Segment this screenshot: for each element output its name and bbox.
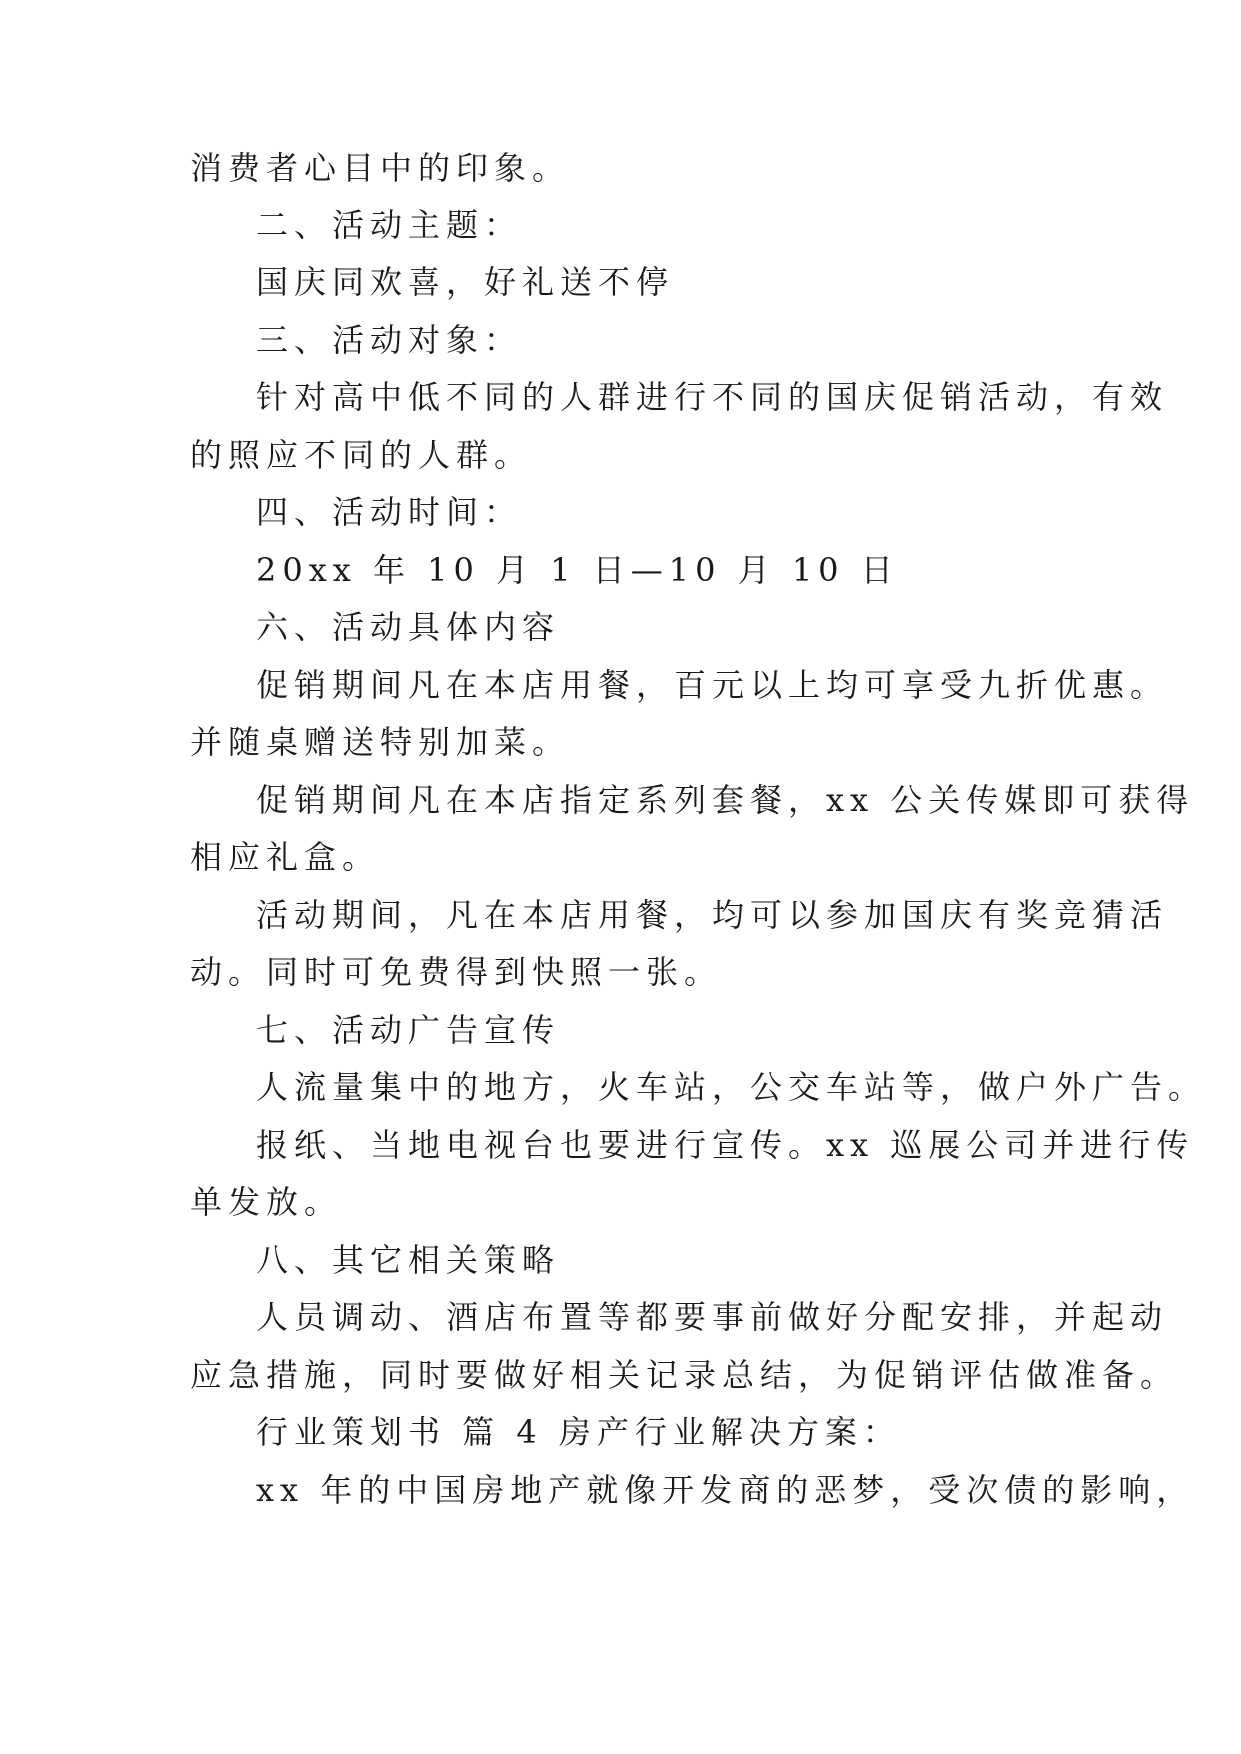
paragraph-line: 应急措施，同时要做好相关记录总结，为促销评估做准备。	[190, 1356, 1179, 1394]
paragraph-line: 人流量集中的地方，火车站，公交车站等，做户外广告。	[256, 1068, 1207, 1106]
paragraph-line: xx 年的中国房地产就像开发商的恶梦，受次债的影响，	[256, 1471, 1195, 1509]
paragraph-line: 人员调动、酒店布置等都要事前做好分配安排，并起动	[256, 1298, 1169, 1336]
paragraph-line: 促销期间凡在本店指定系列套餐，xx 公关传媒即可获得	[256, 781, 1195, 819]
paragraph-line: 报纸、当地电视台也要进行宣传。xx 巡展公司并进行传	[256, 1126, 1195, 1164]
paragraph-line: 国庆同欢喜，好礼送不停	[256, 263, 675, 301]
paragraph-line: 并随桌赠送特别加菜。	[190, 723, 571, 761]
chapter-heading: 行业策划书 篇 4 房产行业解决方案：	[256, 1413, 901, 1451]
section-heading: 八、其它相关策略	[256, 1241, 561, 1279]
paragraph-line: 消费者心目中的印象。	[190, 149, 571, 187]
paragraph-line: 20xx 年 10 月 1 日—10 月 10 日	[256, 551, 899, 589]
paragraph-line: 促销期间凡在本店用餐，百元以上均可享受九折优惠。	[256, 666, 1169, 704]
paragraph-line: 单发放。	[190, 1183, 343, 1221]
section-heading: 三、活动对象：	[256, 321, 523, 359]
paragraph-line: 针对高中低不同的人群进行不同的国庆促销活动，有效	[256, 378, 1169, 416]
section-heading: 四、活动时间：	[256, 493, 523, 531]
section-heading: 六、活动具体内容	[256, 608, 561, 646]
section-heading: 二、活动主题：	[256, 206, 523, 244]
paragraph-line: 活动期间，凡在本店用餐，均可以参加国庆有奖竞猜活	[256, 896, 1169, 934]
paragraph-line: 的照应不同的人群。	[190, 436, 533, 474]
paragraph-line: 相应礼盒。	[190, 838, 381, 876]
paragraph-line: 动。同时可免费得到快照一张。	[190, 953, 723, 991]
section-heading: 七、活动广告宣传	[256, 1011, 561, 1049]
